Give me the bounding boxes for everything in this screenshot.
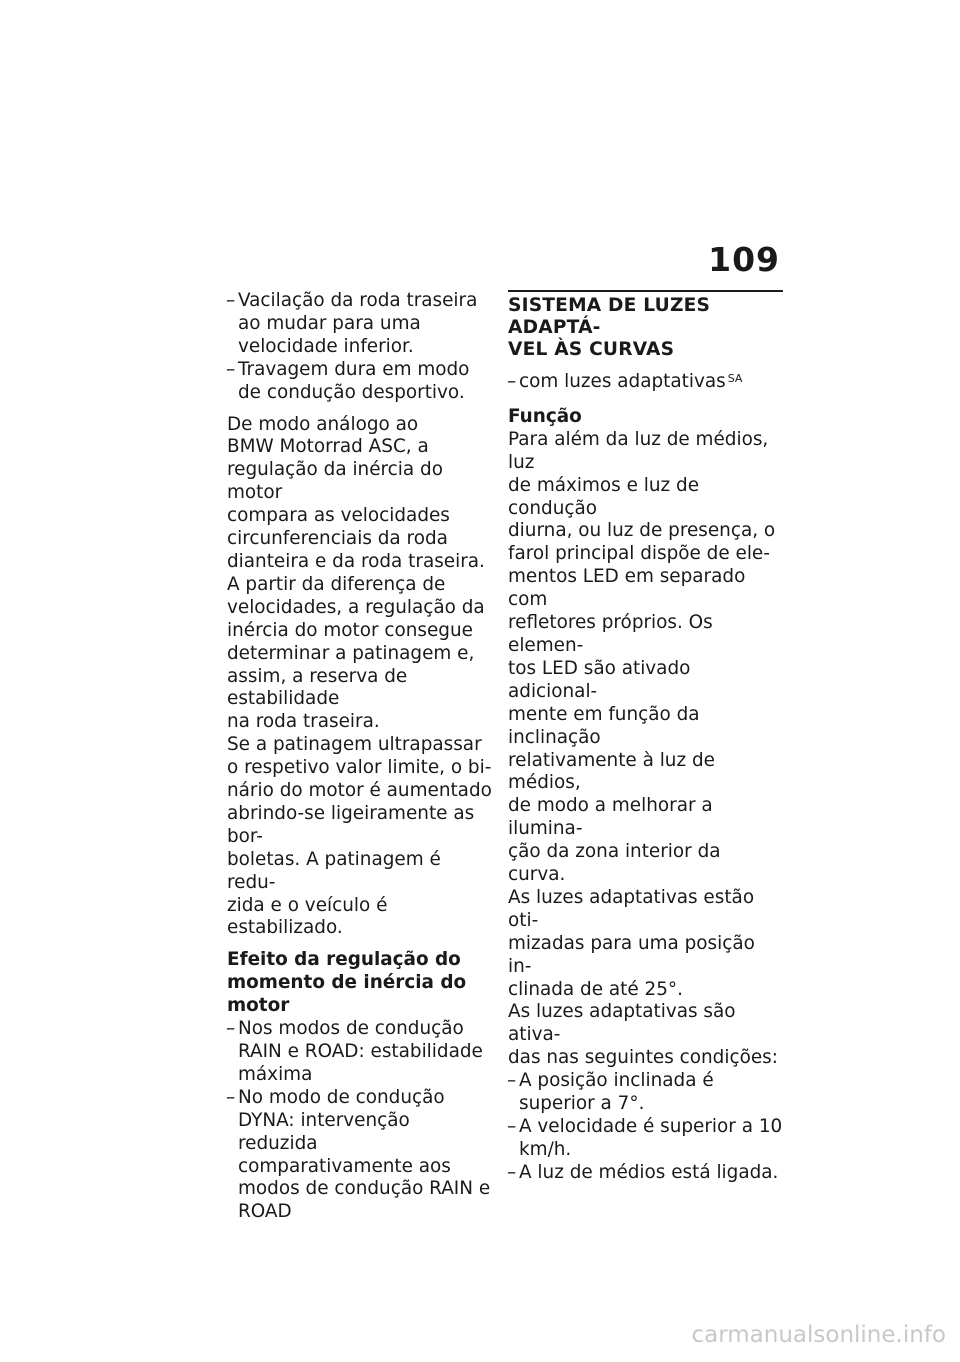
list-item: – Nos modos de condução RAIN e ROAD: estabilidade máxima [227, 1018, 495, 1087]
text-line: circunferenciais da roda [227, 528, 448, 550]
list-item [508, 371, 783, 394]
text-line: Efeito da regulação do [227, 949, 461, 971]
text-line: das nas seguintes condições: [508, 1047, 778, 1069]
bullet-list-top [227, 290, 495, 405]
paragraph-torque-increase [227, 734, 495, 940]
text-line: mente em função da inclinação [508, 703, 700, 748]
text-line: de máximos e luz de condução [508, 474, 700, 519]
bullet-list-riding-modes [227, 1018, 495, 1224]
text-line: clinada de até 25°. [508, 978, 683, 1000]
paragraph-optimized-lean [508, 887, 783, 1002]
text-line: relativamente à luz de médios, [508, 749, 715, 794]
watermark: carmanualsonline.info [691, 1322, 946, 1348]
text-line: regulação da inércia do motor [227, 459, 443, 504]
equipment-superscript: SA [727, 372, 743, 385]
text-line: compara as velocidades [227, 505, 450, 527]
text-line: de modo a melhorar a ilumina- [508, 795, 713, 840]
text-line: nário do motor é aumentado [227, 780, 492, 802]
list-item: – A velocidade é superior a 10 km/h. [508, 1116, 783, 1162]
text-line: mentos LED em separado com [508, 566, 746, 611]
text-line: BMW Motorrad ASC, a [227, 436, 429, 458]
list-item: – Vacilação da roda traseira ao mudar para uma velocidade inferior. [227, 290, 495, 359]
text-line: abrindo-se ligeiramente as bor- [227, 802, 475, 847]
text-line: VEL ÀS CURVAS [508, 339, 675, 360]
text-line: refletores próprios. Os elemen- [508, 612, 713, 656]
equipment-note [508, 371, 783, 394]
text-line: assim, a reserva de estabilidade [227, 665, 408, 710]
text-line: A partir da diferença de [227, 573, 446, 595]
section-heading [508, 290, 783, 361]
page-number: 109 [708, 240, 780, 279]
text-line: SISTEMA DE LUZES ADAPTÁ- [508, 295, 711, 338]
paragraph-asc-comparison [227, 414, 495, 574]
text-line: tos LED são ativado adicional- [508, 657, 691, 702]
text-line: determinar a patinagem e, [227, 642, 475, 664]
text-line: As luzes adaptativas estão oti- [508, 886, 755, 931]
text-line: o respetivo valor limite, o bi- [227, 757, 492, 779]
list-item: – A luz de médios está ligada. [508, 1162, 783, 1185]
text-line: momento de inércia do motor [227, 972, 467, 1017]
text-line: dianteira e da roda traseira. [227, 550, 485, 572]
equipment-note-text: com luzes adaptativas [519, 371, 726, 392]
text-line: Se a patinagem ultrapassar [227, 734, 482, 756]
right-column [508, 290, 783, 1185]
left-column [227, 290, 495, 1224]
subheading-engine-drag-effect [227, 949, 495, 1018]
text-line: farol principal dispõe de ele- [508, 543, 770, 565]
text-line: De modo análogo ao [227, 413, 419, 435]
text-line: ção da zona interior da curva. [508, 841, 721, 886]
list-item: – Travagem dura em modo de condução desportivo. [227, 359, 495, 405]
paragraph-slip-determination [227, 574, 495, 734]
paragraph-led-elements [508, 429, 783, 887]
list-item: – A posição inclinada é superior a 7°. [508, 1070, 783, 1116]
subheading-function: Função [508, 405, 582, 427]
text-line: inércia do motor consegue [227, 619, 473, 641]
conditions-list [508, 1070, 783, 1185]
text-line: zida e o veículo é estabilizado. [227, 894, 388, 939]
paragraph-activation-conditions [508, 1001, 783, 1070]
text-line: velocidades, a regulação da [227, 596, 485, 618]
text-line: As luzes adaptativas são ativa- [508, 1001, 736, 1046]
text-line: Para além da luz de médios, luz [508, 428, 769, 473]
text-line: na roda traseira. [227, 711, 380, 733]
text-line: diurna, ou luz de presença, o [508, 520, 776, 542]
text-line: mizadas para uma posição in- [508, 932, 755, 977]
text-line: boletas. A patinagem é redu- [227, 848, 441, 893]
list-item: – No modo de condução DYNA: intervenção reduzida comparativamente aos modos de condução RAIN e ROAD [227, 1087, 495, 1224]
